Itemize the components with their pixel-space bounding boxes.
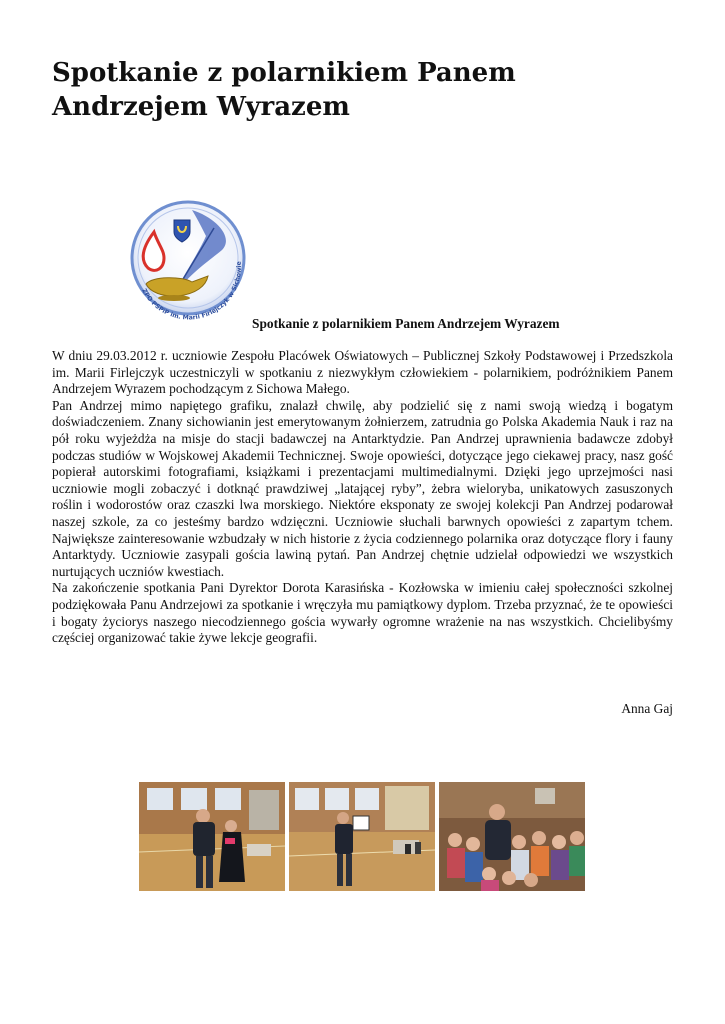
author-signature: Anna Gaj (621, 701, 673, 716)
paragraph: Na zakończenie spotkania Pani Dyrektor Dorota Karasińska - Kozłowska w imieniu całej społeczności szkolnej podziękowała Panu Andrzejowi za spotkanie i wręczyła mu pamiątkowy dyplom. Trzeba przyznać, że te opowieści i bogaty życiorys naszego niecodziennego gościa wywarły ogromne wrażenie na nas wszystkich. Chcielibyśmy częściej organizować takie żywe lekcje geografii. (52, 580, 673, 646)
event-photo-1 (139, 782, 285, 891)
logo-caption: Spotkanie z polarnikiem Panem Andrzejem Wyrazem (252, 316, 560, 331)
paragraph: Pan Andrzej mimo napiętego grafiku, znalazł chwilę, aby podzielić się z nami swoją wiedzą i bogatym doświadczeniem. Znany sichowianin jest emerytowanym żołnierzem, zatrudnia go Polska Akademia Nauk i raz na pół roku wyjeżdża na misje do stacji badawczej na Antarktydzie. Pan Andrzej uprawnienia badawcze zdobył podczas studiów w Wojskowej Akademii Technicznej. Swoje opowieści, dotyczące jego ciekawej pracy, nasz gość popierał autorskimi fotografiami, książkami i prezentacjami multimedialnymi. Dzięki jego uprzejmości nasi uczniowie mogli zobaczyć i dotknąć prawdziwej „latającej ryby”, żebra wieloryba, unikatowych zasuszonych roślin i wodorostów oraz czaszki lwa morskiego. Niektóre eksponaty ze swojej kolekcji Pan Andrzej podarował naszej szkole, za co jesteśmy bardzo wdzięczni. Uczniowie słuchali barwnych opowieści z zapartym tchem. Największe zainteresowanie wzbudzały w nich historie z życia codziennego polarnika oraz dotyczące flory i fauny Antarktydy. Uczniowie zasypali gościa lawiną pytań. Pan Andrzej chętnie udzielał odpowiedzi we wszystkich nurtujących uczniów kwestiach. (52, 397, 673, 579)
event-photo-2 (289, 782, 435, 891)
school-logo (122, 198, 250, 320)
event-photo-3 (439, 782, 585, 891)
logo-arc-text: ZPO PSPiP im. Marii Firlejczyk w Sichowie (140, 261, 243, 320)
article-title: Spotkanie z polarnikiem Panem Andrzejem Wyrazem (52, 58, 516, 122)
paragraph: W dniu 29.03.2012 r. uczniowie Zespołu Placówek Oświatowych – Publicznej Szkoły Podstawowej i Przedszkola im. Marii Firlejczyk uczestniczyli w spotkaniu z niezwykłym człowiekiem - polarnikiem, podróżnikiem Panem Andrzejem Wyrazem pochodzącym z Sichowa Małego. (52, 348, 673, 397)
article-body (52, 348, 673, 647)
